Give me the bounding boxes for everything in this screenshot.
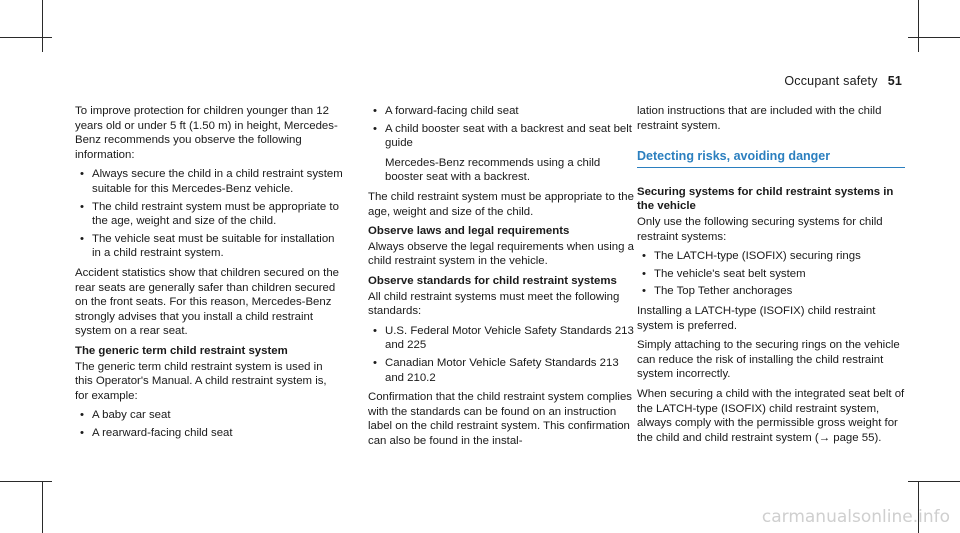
page-number: 51	[887, 74, 902, 88]
bullet-list	[368, 104, 636, 151]
bullet-list	[75, 408, 343, 440]
appropriate-paragraph: The child restraint system must be appropriate to the age, weight and size of the child.	[368, 190, 634, 218]
intro-paragraph: To improve protection for children younger than 12 years old or under 5 ft (1.50 m) in height, Mercedes-Benz recommends you observe the following information:	[75, 105, 338, 161]
crop-mark	[908, 37, 960, 38]
list-item: • The vehicle seat must be suitable for installation in a child restraint system.	[75, 232, 343, 261]
section-name: Occupant safety	[784, 74, 878, 88]
list-item: • The Top Tether anchorages	[637, 284, 905, 299]
list-item: • A rearward-facing child seat	[75, 426, 343, 441]
recommend-paragraph: Mercedes-Benz recommends using a child booster seat with a backrest.	[385, 156, 601, 184]
bullet-list	[75, 167, 343, 261]
weight-text-end: ).	[874, 431, 882, 444]
section-title: Detecting risks, avoiding danger	[637, 149, 905, 168]
continuation-paragraph: lation instructions that are included with the child restraint system.	[637, 105, 882, 132]
preferred-paragraph: Installing a LATCH-type (ISOFIX) child restraint system is preferred.	[637, 304, 876, 332]
list-item: • The LATCH-type (ISOFIX) securing rings	[637, 249, 905, 264]
crop-mark	[918, 0, 919, 52]
list-item: • A baby car seat	[75, 408, 343, 423]
accident-paragraph: Accident statistics show that children secured on the rear seats are generally safer than children secured on the front seats. For this reason, Mercedes-Benz strongly advises that you install a child restraint system on a rear seat.	[75, 266, 340, 338]
column-left	[75, 104, 343, 445]
list-item: • Canadian Motor Vehicle Safety Standards 213 and 210.2	[368, 356, 636, 385]
subheading: The generic term child restraint system	[75, 344, 288, 357]
weight-paragraph	[637, 387, 905, 445]
list-item: • The vehicle's seat belt system	[637, 267, 905, 282]
column-middle	[368, 104, 636, 453]
page-reference-link[interactable]: → page 55	[818, 431, 875, 444]
crop-mark	[908, 481, 960, 482]
bullet-list	[368, 324, 636, 385]
confirmation-paragraph: Confirmation that the child restraint system complies with the standards can be found on an instruction label on the child restraint system. This confirmation can also be found in the instal-	[368, 391, 632, 447]
list-item: • A child booster seat with a backrest and seat belt guide	[368, 122, 636, 151]
list-item: • U.S. Federal Motor Vehicle Safety Standards 213 and 225	[368, 324, 636, 353]
crop-mark	[0, 481, 52, 482]
attaching-paragraph: Simply attaching to the securing rings on the vehicle can reduce the risk of installing the child restraint system incorrectly.	[637, 339, 900, 381]
list-item: • The child restraint system must be appropriate to the age, weight and size of the child.	[75, 200, 343, 229]
crop-mark	[0, 37, 52, 38]
crop-mark	[42, 0, 43, 52]
crop-mark	[42, 481, 43, 533]
systems-intro: Only use the following securing systems for child restraint systems:	[637, 215, 883, 243]
bullet-list	[637, 249, 905, 299]
subheading: Observe standards for child restraint systems	[368, 274, 617, 287]
column-right	[637, 104, 905, 450]
list-item: • A forward-facing child seat	[368, 104, 636, 119]
list-item: • Always secure the child in a child restraint system suitable for this Mercedes-Benz vehicle.	[75, 167, 343, 196]
subheading: Observe laws and legal requirements	[368, 225, 570, 238]
weight-text: When securing a child with the integrated seat belt of the LATCH-type (ISOFIX) child restraint system, always comply with the permissible gross weight for the child and child restraint system (	[637, 387, 905, 444]
subheading: Securing systems for child restraint systems in the vehicle	[637, 185, 894, 213]
page-header	[784, 74, 902, 88]
generic-paragraph: The generic term child restraint system is used in this Operator's Manual. A child restraint system is, for example:	[75, 360, 327, 402]
watermark: carmanualsonline.info	[761, 507, 950, 527]
laws-paragraph: Always observe the legal requirements when using a child restraint system in the vehicle.	[368, 240, 634, 268]
standards-intro: All child restraint systems must meet the following standards:	[368, 290, 620, 318]
